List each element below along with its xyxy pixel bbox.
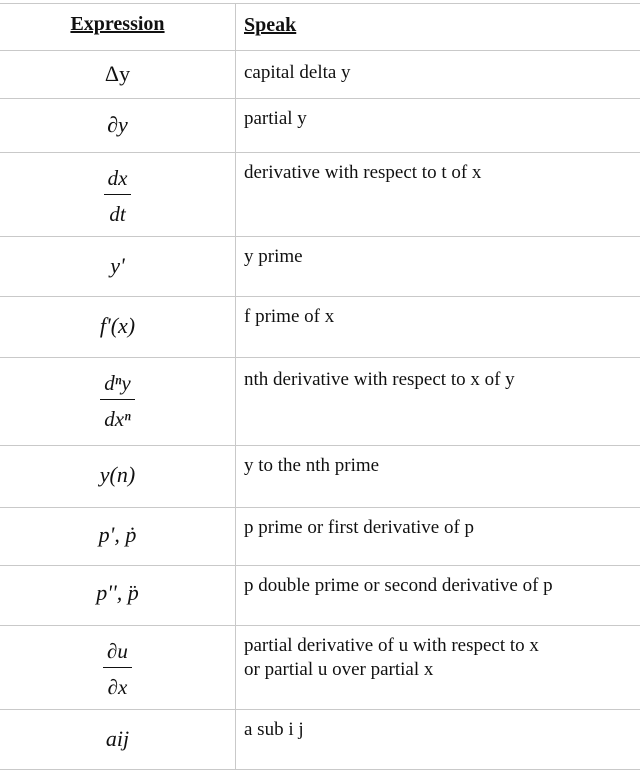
expression-cell bbox=[0, 153, 236, 237]
expression-a-sub-ij: aij bbox=[105, 726, 130, 751]
speak-cell bbox=[236, 51, 640, 99]
speak-text: partial y bbox=[244, 108, 307, 129]
expression-speak-table bbox=[0, 3, 640, 770]
speak-cell bbox=[236, 626, 640, 710]
fraction-denominator: dxⁿ bbox=[104, 407, 131, 431]
expression-nth-derivative bbox=[100, 370, 134, 432]
expression-cell bbox=[0, 99, 236, 153]
speak-cell bbox=[236, 153, 640, 237]
speak-text-line-1: partial derivative of u with respect to x bbox=[244, 635, 539, 656]
expression-p-prime-p-dot: p', ṗ bbox=[98, 522, 137, 547]
table-row bbox=[0, 297, 640, 358]
speak-text-line-2: or partial u over partial x bbox=[244, 659, 434, 680]
expression-dx-dt bbox=[104, 165, 132, 227]
expression-partial-u-over-partial-x bbox=[103, 638, 132, 700]
expression-cell bbox=[0, 297, 236, 358]
fraction-numerator: dx bbox=[104, 165, 132, 195]
expression-p-double-prime-p-ddot: p'', p̈ bbox=[96, 580, 139, 605]
speak-cell bbox=[236, 566, 640, 626]
table-row bbox=[0, 51, 640, 99]
expression-cell bbox=[0, 358, 236, 446]
speak-cell bbox=[236, 446, 640, 508]
speak-text: capital delta y bbox=[244, 62, 351, 83]
expression-cell bbox=[0, 710, 236, 770]
speak-text: derivative with respect to t of x bbox=[244, 162, 482, 183]
speak-text: p double prime or second derivative of p bbox=[244, 575, 553, 596]
table-row bbox=[0, 566, 640, 626]
speak-text: nth derivative with respect to x of y bbox=[244, 369, 515, 390]
speak-text: a sub i j bbox=[244, 719, 304, 740]
speak-text: f prime of x bbox=[244, 306, 335, 327]
speak-cell bbox=[236, 508, 640, 566]
table-row bbox=[0, 153, 640, 237]
expression-cell bbox=[0, 508, 236, 566]
expression-partial-y: ∂y bbox=[107, 112, 128, 137]
speak-cell bbox=[236, 297, 640, 358]
speak-text: p prime or first derivative of p bbox=[244, 517, 475, 538]
expression-y-prime: y' bbox=[110, 253, 125, 278]
table-header-row bbox=[0, 4, 640, 51]
expression-f-prime-of-x: f'(x) bbox=[99, 313, 136, 338]
table-row bbox=[0, 710, 640, 770]
table-row bbox=[0, 446, 640, 508]
speak-cell bbox=[236, 710, 640, 770]
fraction-denominator: ∂x bbox=[107, 675, 128, 699]
expression-y-n: y(n) bbox=[99, 462, 136, 487]
expression-cell bbox=[0, 446, 236, 508]
header-speak: Speak bbox=[244, 14, 297, 36]
speak-cell bbox=[236, 237, 640, 297]
fraction-numerator: dⁿy bbox=[100, 370, 134, 400]
fraction-numerator: ∂u bbox=[103, 638, 132, 668]
table-row bbox=[0, 626, 640, 710]
speak-text: y to the nth prime bbox=[244, 455, 380, 476]
header-expression: Expression bbox=[70, 13, 165, 35]
speak-text: y prime bbox=[244, 246, 303, 267]
expression-cell bbox=[0, 626, 236, 710]
expression-cell bbox=[0, 237, 236, 297]
table-row bbox=[0, 508, 640, 566]
table-row bbox=[0, 237, 640, 297]
fraction-denominator: dt bbox=[109, 202, 126, 226]
header-speak-cell bbox=[236, 4, 640, 51]
table-row bbox=[0, 358, 640, 446]
header-expression-cell bbox=[0, 4, 236, 51]
speak-cell bbox=[236, 358, 640, 446]
expression-cell bbox=[0, 51, 236, 99]
expression-cell bbox=[0, 566, 236, 626]
speak-cell bbox=[236, 99, 640, 153]
table-row bbox=[0, 99, 640, 153]
expression-delta-y: Δy bbox=[104, 61, 131, 86]
